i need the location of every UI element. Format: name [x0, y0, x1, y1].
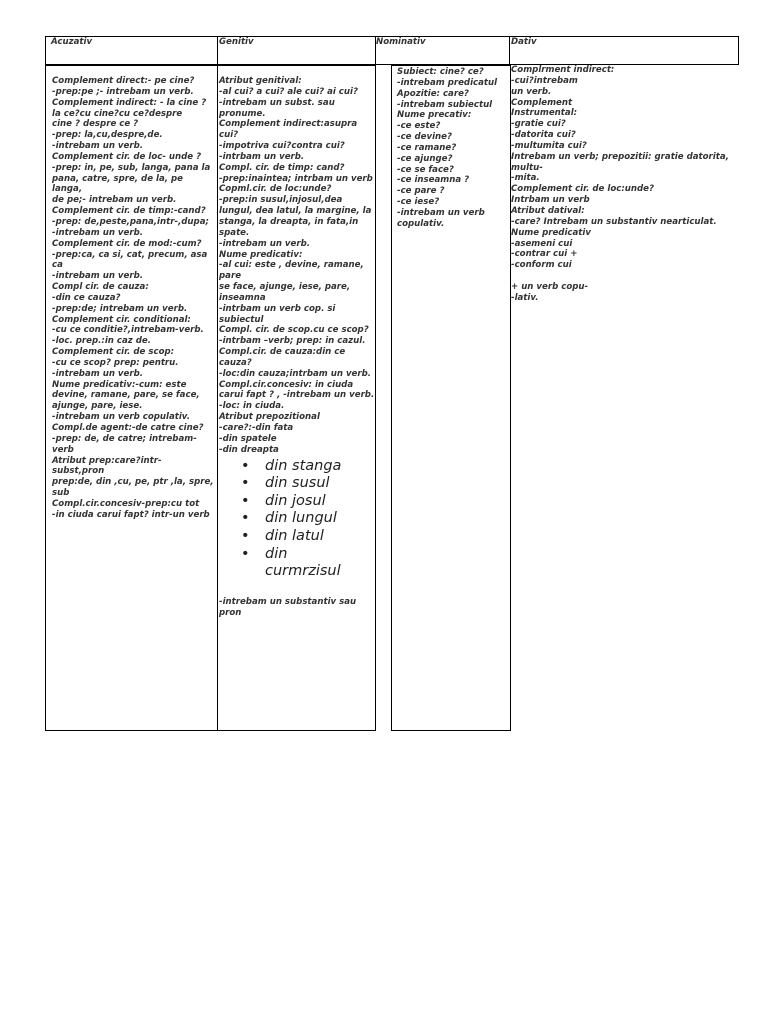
text-line: -intrebam un verb. — [52, 271, 144, 282]
text-line: -al cui? a cui? ale cui? ai cui? — [219, 86, 358, 97]
text-line: cui? — [219, 130, 239, 141]
text-line: -datorita cui? — [511, 130, 576, 141]
text-line: Complement cir. de scop: — [52, 347, 175, 358]
bullet-list — [219, 458, 375, 581]
text-line: se face, ajunge, iese, pare, — [219, 282, 351, 293]
text-line: -multumita cui? — [511, 140, 587, 151]
text-line: Complement cir. de loc- unde ? — [52, 151, 202, 162]
text-line: -conform cui — [511, 260, 572, 271]
text-line: ajunge, pare, iese. — [52, 401, 143, 412]
text-line: -intrebam un subst. sau — [219, 97, 335, 108]
bullet-item: • din latul — [219, 528, 375, 546]
header-nominativ: Nominativ — [376, 37, 426, 47]
text-line: Atribut prepozitional — [219, 412, 320, 423]
text-line: -intrebam un verb. — [52, 141, 144, 152]
text-line: pronume. — [219, 108, 266, 119]
text-line: -intrbam un verb cop. si — [219, 303, 336, 314]
text-line: stanga, la dreapta, in fata,in — [219, 216, 359, 227]
text-line: de pe;- intrebam un verb. — [52, 195, 177, 206]
text-line: verb — [52, 444, 74, 455]
text-line: Compl.cir.concesiv-prep:cu tot — [52, 498, 200, 509]
text-line: -ce pare ? — [397, 186, 445, 197]
nominativ-content — [397, 67, 509, 230]
text-line: -intrbam un verb. — [219, 151, 305, 162]
text-line: -intrebam un substantiv sau — [219, 596, 357, 607]
text-line: inseamna — [219, 292, 266, 303]
text-line: -ce este? — [397, 121, 441, 132]
text-line — [511, 271, 761, 282]
text-line: un verb. — [511, 86, 552, 97]
text-line: Nume predicativ:-cum: este — [52, 379, 187, 390]
text-line: Compl.cir.concesiv: in ciuda — [219, 379, 354, 390]
text-line: -prep:pe ;- intrebam un verb. — [52, 86, 194, 97]
text-line: Complement — [511, 97, 573, 108]
text-line: -al cui: este , devine, ramane, — [219, 260, 364, 271]
text-line: -cui?intrebam — [511, 75, 578, 86]
text-line: -asemeni cui — [511, 238, 573, 249]
text-line: Compl cir. de cauza: — [52, 282, 149, 293]
text-line: Complement cir. de timp:-cand? — [52, 206, 206, 217]
text-line: -intrebam un verb. — [52, 227, 144, 238]
text-line: -prep: de, de catre; intrebam- — [52, 433, 197, 444]
bullet-item: • din lungul — [219, 510, 375, 528]
text-line: cine ? despre ce ? — [52, 119, 139, 130]
text-line: Atribut prep:care?intr- — [52, 455, 162, 466]
text-line: -din ce cauza? — [52, 292, 121, 303]
text-line: -intrebam subiectul — [397, 99, 493, 110]
text-line: -ce se face? — [397, 164, 454, 175]
text-line: -prep:inaintea; intrbam un verb — [219, 173, 373, 184]
text-line: + un verb copu- — [511, 281, 589, 292]
text-line: pare — [219, 271, 242, 282]
text-line: -prep:in susul,injosul,dea — [219, 195, 343, 206]
text-line: -din dreapta — [219, 444, 279, 455]
text-line: lungul, dea latul, la margine, la — [219, 206, 372, 217]
text-line: Complement cir. conditional: — [52, 314, 191, 325]
text-line: -din spatele — [219, 433, 277, 444]
text-line: -mita. — [511, 173, 540, 184]
text-line: -gratie cui? — [511, 119, 566, 130]
header-acuzativ: Acuzativ — [51, 37, 93, 47]
text-line: Nume predicativ — [511, 227, 591, 238]
text-line: spate. — [219, 227, 250, 238]
text-line: -care? Intrebam un substantiv nearticulat. — [511, 216, 717, 227]
text-line: -ce inseamna ? — [397, 175, 470, 186]
text-line: -care?:-din fata — [219, 423, 294, 433]
text-line: -contrar cui + — [511, 249, 578, 260]
text-line: Nume precativ: — [397, 110, 472, 121]
text-line: -prep: la,cu,despre,de. — [52, 130, 163, 141]
text-line: -prep: de,peste,pana,intr-,dupa; — [52, 216, 209, 227]
text-line: Copml.cir. de loc:unde? — [219, 184, 332, 195]
bullet-item: • din josul — [219, 493, 375, 511]
text-line: -ce iese? — [397, 197, 440, 208]
text-line: cauza? — [219, 357, 252, 368]
text-line: -ce devine? — [397, 132, 452, 143]
text-line: -ce ajunge? — [397, 153, 453, 164]
text-line: copulativ. — [397, 218, 445, 229]
text-line: Complement direct:- pe cine? — [52, 76, 195, 86]
header-divider-1 — [217, 36, 218, 65]
text-line: carui fapt ? , -intrebam un verb. — [219, 390, 375, 401]
text-line: Intrbam un verb — [511, 195, 590, 206]
text-line: -cu ce scop? prep: pentru. — [52, 357, 179, 368]
text-line: -intrebam un verb copulativ. — [52, 412, 190, 423]
text-line: Nume predicativ: — [219, 249, 303, 260]
text-line: -intrbam –verb; prep: in cazul. — [219, 336, 366, 347]
text-line: Complement cir. de mod:-cum? — [52, 238, 202, 249]
text-line: ca — [52, 260, 63, 271]
text-line: devine, ramane, pare, se face, — [52, 390, 200, 401]
acuzativ-content — [52, 76, 214, 521]
text-line: -cu ce conditie?,intrebam-verb. — [52, 325, 204, 336]
text-line: Complement indirect: - la cine ? — [52, 97, 207, 108]
text-line: -intrebam un verb — [397, 207, 485, 218]
text-line: langa, — [52, 184, 83, 195]
header-genitiv: Genitiv — [219, 37, 254, 47]
text-line: -lativ. — [511, 292, 539, 303]
text-line: -prep:ca, ca si, cat, precum, asa — [52, 249, 208, 260]
text-line: Complrment indirect: — [511, 65, 615, 75]
text-line: Apozitie: care? — [397, 88, 469, 99]
column-divider — [217, 65, 218, 731]
text-line: Complement indirect:asupra — [219, 119, 358, 130]
header-dativ: Dativ — [511, 37, 537, 47]
dativ-content — [511, 65, 761, 304]
text-line: -loc: in ciuda. — [219, 401, 285, 412]
genitiv-content — [219, 76, 375, 618]
text-line: subst,pron — [52, 466, 105, 477]
text-line: -impotriva cui?contra cui? — [219, 141, 345, 152]
text-line: prep:de, din ,cu, pe, ptr ,la, spre, — [52, 477, 214, 488]
text-line: sub — [52, 488, 70, 499]
text-line: -loc. prep.:in caz de. — [52, 336, 152, 347]
bullet-item: • din curmrzisul — [219, 546, 327, 581]
bullet-item: • din stanga — [219, 458, 375, 476]
text-line: pron — [219, 607, 242, 618]
text-line: -prep: in, pe, sub, langa, pana la — [52, 162, 211, 173]
text-line: -intrebam un verb. — [219, 238, 311, 249]
header-divider-3 — [509, 36, 510, 65]
text-line: Compl. cir. de timp: cand? — [219, 162, 345, 173]
text-line: multu- — [511, 162, 543, 173]
bullet-item: • din susul — [219, 475, 375, 493]
text-line: -intrebam un verb. — [52, 368, 144, 379]
text-line: -intrebam predicatul — [397, 77, 498, 88]
text-line: -prep:de; intrebam un verb. — [52, 303, 188, 314]
text-line: Instrumental: — [511, 108, 578, 119]
text-line: subiectul — [219, 314, 264, 325]
text-line: Subiect: cine? ce? — [397, 67, 484, 77]
text-line: pana, catre, spre, de la, pe — [52, 173, 183, 184]
text-line: -loc:din cauza;intrbam un verb. — [219, 368, 372, 379]
text-line: Atribut datival: — [511, 205, 585, 216]
text-line: Intrebam un verb; prepozitii: gratie datorita, — [511, 151, 729, 162]
text-line: la ce?cu cine?cu ce?despre — [52, 108, 183, 119]
text-line: -in ciuda carui fapt? intr-un verb — [52, 509, 210, 520]
text-line: -ce ramane? — [397, 142, 457, 153]
text-line: Compl.cir. de cauza:din ce — [219, 347, 346, 358]
text-line: Complement cir. de loc:unde? — [511, 184, 654, 195]
text-line: Compl. cir. de scop.cu ce scop? — [219, 325, 369, 336]
text-line: Compl.de agent:-de catre cine? — [52, 423, 204, 433]
text-line: Atribut genitival: — [219, 76, 302, 86]
